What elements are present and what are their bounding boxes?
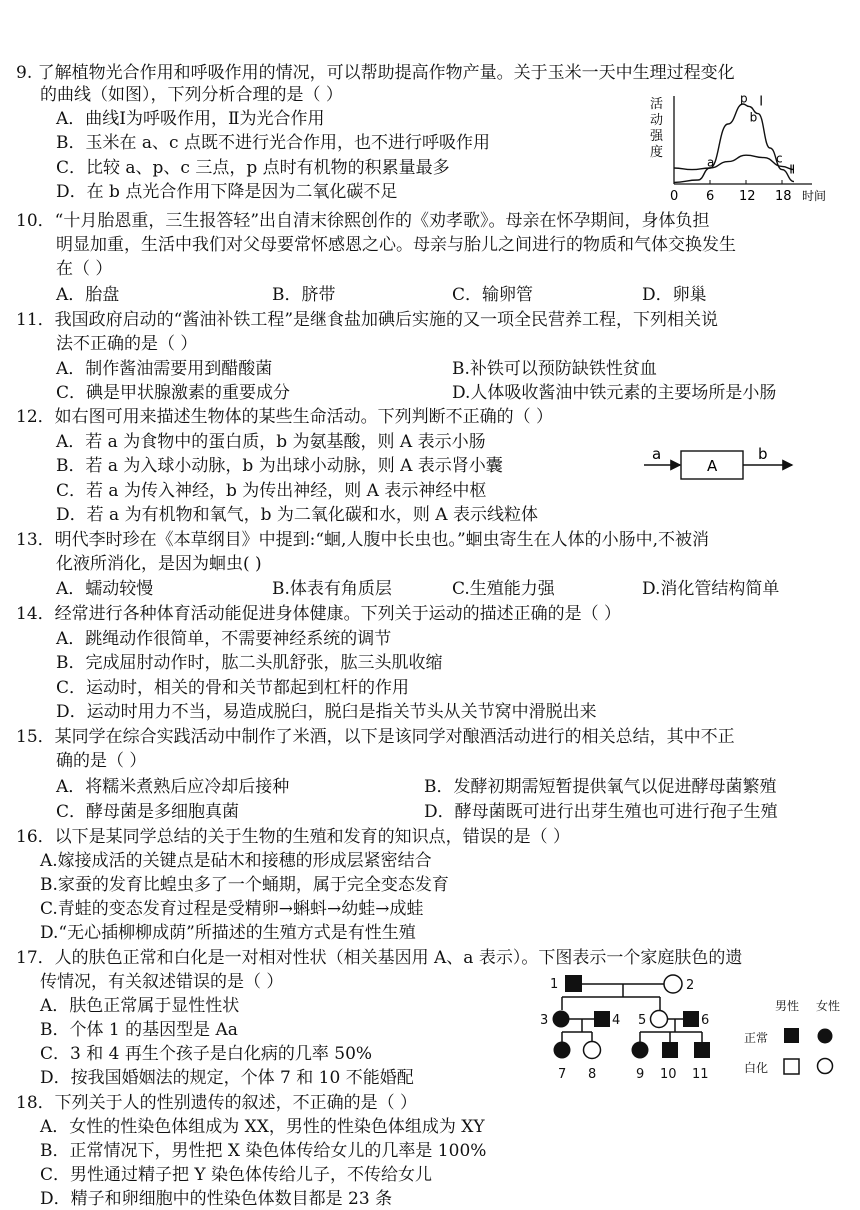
legend-normal-label: 正常 bbox=[744, 1031, 769, 1045]
pedigree-label-3: 3 bbox=[540, 1013, 549, 1028]
q13-option-b: B.体表有角质层 bbox=[272, 579, 392, 599]
q16-stem: 16．以下是某同学总结的关于生物的生殖和发育的知识点，错误的是（ ） bbox=[16, 827, 571, 847]
q10-stem-line-3: 在（ ） bbox=[56, 259, 113, 279]
legend-albino-female bbox=[818, 1059, 833, 1074]
q10-stem-line-2: 明显加重，生活中我们对父母要常怀感恩之心。母亲与胎儿之间进行的物质和气体交换发生 bbox=[56, 235, 736, 255]
q16-option-a: A.嫁接成活的关键点是砧木和接穗的形成层紧密结合 bbox=[40, 851, 432, 871]
individual-9-normal-female bbox=[632, 1042, 649, 1059]
q18-option-a: A．女性的性染色体组成为 XX，男性的性染色体组成为 XY bbox=[40, 1117, 485, 1137]
q16-option-b: B.家蚕的发育比蝗虫多了一个蛹期，属于完全变态发育 bbox=[40, 875, 449, 895]
q13-stem-line-1: 13．明代李时珍在《本草纲目》中提到:“蛔,人腹中长虫也。”蛔虫寄生在人体的小肠中,不被消 bbox=[16, 530, 710, 550]
chart-x-tick-label-0: 0 bbox=[670, 189, 679, 204]
q16-option-c: C.青蛙的变态发育过程是受精卵→蝌蚪→幼蛙→成蛙 bbox=[40, 899, 424, 919]
individual-2-albino-female bbox=[664, 975, 682, 993]
q15-option-b: B．发酵初期需短暂提供氧气以促进酵母菌繁殖 bbox=[424, 777, 777, 797]
q18-option-d: D．精子和卵细胞中的性染色体数目都是 23 条 bbox=[40, 1189, 393, 1209]
chart-series-name-1: Ⅰ bbox=[759, 94, 764, 110]
chart-xlabel: 时间 bbox=[802, 189, 827, 203]
chart-ylabel-1: 活 bbox=[650, 97, 664, 112]
legend-female-label: 女性 bbox=[816, 999, 841, 1013]
q13-option-a: A．蠕动较慢 bbox=[56, 579, 154, 599]
q14-option-c: C．运动时，相关的骨和关节都起到杠杆的作用 bbox=[56, 678, 410, 698]
chart-x-tick-label-6: 6 bbox=[706, 189, 715, 204]
pedigree-label-9: 9 bbox=[636, 1067, 645, 1082]
flow-label-a: a bbox=[652, 445, 662, 463]
pedigree-label-10: 10 bbox=[660, 1067, 677, 1082]
individual-3-normal-female bbox=[553, 1011, 570, 1028]
pedigree-label-5: 5 bbox=[638, 1013, 647, 1028]
chart-point-label-b: b bbox=[749, 110, 758, 125]
q18-option-b: B．正常情况下，男性把 X 染色体传给女儿的几率是 100% bbox=[40, 1141, 487, 1161]
q9-stem-line-1: 9. 了解植物光合作用和呼吸作用的情况，可以帮助提高作物产量。关于玉米一天中生理过程变化 bbox=[16, 63, 735, 83]
chart-x-tick-label-12: 12 bbox=[739, 189, 756, 204]
chart-ylabel-2: 动 bbox=[650, 113, 664, 128]
q17-option-a: A．肤色正常属于显性性状 bbox=[40, 996, 240, 1016]
q9-stem-line-2: 的曲线（如图），下列分析合理的是（ ） bbox=[40, 85, 343, 105]
chart-point-label-a: a bbox=[707, 155, 715, 170]
legend-normal-female bbox=[818, 1029, 833, 1044]
q15-option-d: D．酵母菌既可进行出芽生殖也可进行孢子生殖 bbox=[424, 802, 778, 822]
q14-stem: 14．经常进行各种体育活动能促进身体健康。下列关于运动的描述正确的是（ ） bbox=[16, 604, 622, 624]
individual-1-normal-male bbox=[565, 975, 582, 992]
q14-option-d: D．运动时用力不当，易造成脱臼，脱臼是指关节头从关节窝中滑脱出来 bbox=[56, 702, 597, 722]
q11-option-b: B.补铁可以预防缺铁性贫血 bbox=[452, 359, 657, 379]
individual-5-albino-female bbox=[651, 1011, 668, 1028]
q10-stem-line-1: 10．“十月胎恩重，三生报答轻”出自清末徐熙创作的《劝孝歌》。母亲在怀孕期间，身体负担 bbox=[16, 211, 710, 231]
pedigree-chart bbox=[530, 966, 855, 1090]
legend-normal-male bbox=[784, 1028, 799, 1043]
q16-option-d: D.“无心插柳柳成荫”所描述的生殖方式是有性生殖 bbox=[40, 923, 416, 943]
photosynthesis-chart bbox=[640, 92, 840, 204]
q14-option-b: B．完成屈肘动作时，肱二头肌舒张，肱三头肌收缩 bbox=[56, 653, 443, 673]
legend-albino-male bbox=[784, 1059, 799, 1074]
q10-option-a: A．胎盘 bbox=[56, 285, 120, 305]
q12-option-a: A．若 a 为食物中的蛋白质，b 为氨基酸，则 A 表示小肠 bbox=[56, 432, 486, 452]
pedigree-label-4: 4 bbox=[612, 1013, 621, 1028]
individual-4-normal-male bbox=[594, 1011, 610, 1027]
q9-option-b: B．玉米在 a、c 点既不进行光合作用，也不进行呼吸作用 bbox=[56, 133, 490, 153]
flow-label-b: b bbox=[758, 445, 768, 463]
q13-stem-line-2: 化液所消化，是因为蛔虫( ) bbox=[56, 554, 262, 574]
pedigree-label-6: 6 bbox=[701, 1013, 710, 1028]
chart-series-curve-1 bbox=[674, 104, 794, 182]
q12-option-c: C．若 a 为传入神经，b 为传出神经，则 A 表示神经中枢 bbox=[56, 481, 487, 501]
q14-option-a: A．跳绳动作很简单，不需要神经系统的调节 bbox=[56, 629, 392, 649]
q12-option-d: D．若 a 为有机物和氧气，b 为二氧化碳和水，则 A 表示线粒体 bbox=[56, 505, 538, 525]
q12-stem: 12．如右图可用来描述生物体的某些生命活动。下列判断不正确的（ ） bbox=[16, 407, 554, 427]
chart-series-name-2: Ⅱ bbox=[789, 162, 796, 177]
flow-box-label: A bbox=[707, 457, 718, 475]
q18-option-c: C．男性通过精子把 Y 染色体传给儿子，不传给女儿 bbox=[40, 1165, 433, 1185]
chart-ylabel-3: 强 bbox=[650, 129, 664, 144]
pedigree-label-2: 2 bbox=[686, 978, 695, 993]
flow-diagram bbox=[630, 447, 800, 483]
individual-8-albino-female bbox=[584, 1042, 601, 1059]
q11-stem-line-1: 11．我国政府启动的“酱油补铁工程”是继食盐加碘后实施的又一项全民营养工程，下列相关说 bbox=[16, 310, 719, 330]
individual-10-normal-male bbox=[662, 1042, 678, 1058]
q11-option-c: C．碘是甲状腺激素的重要成分 bbox=[56, 383, 291, 403]
individual-6-normal-male bbox=[683, 1011, 699, 1027]
q17-stem-line-1: 17．人的肤色正常和白化是一对相对性状（相关基因用 A、a 表示）。下图表示一个家庭肤色的遗 bbox=[16, 948, 743, 968]
q12-option-b: B．若 a 为入球小动脉，b 为出球小动脉，则 A 表示肾小囊 bbox=[56, 456, 503, 476]
q11-stem-line-2: 法不正确的是（ ） bbox=[56, 334, 198, 354]
q13-option-d: D.消化管结构简单 bbox=[642, 579, 780, 599]
pedigree-label-8: 8 bbox=[588, 1067, 597, 1082]
q11-option-a: A．制作酱油需要用到醋酸菌 bbox=[56, 359, 273, 379]
q9-option-a: A．曲线Ⅰ为呼吸作用，Ⅱ为光合作用 bbox=[56, 109, 325, 129]
q13-option-c: C.生殖能力强 bbox=[452, 579, 555, 599]
q10-option-d: D．卵巢 bbox=[642, 285, 707, 305]
q15-option-a: A．将糯米煮熟后应冷却后接种 bbox=[56, 777, 290, 797]
pedigree-label-7: 7 bbox=[558, 1067, 567, 1082]
chart-x-tick-label-18: 18 bbox=[775, 189, 792, 204]
q10-option-c: C．输卵管 bbox=[452, 285, 534, 305]
q18-stem: 18．下列关于人的性别遗传的叙述，不正确的是（ ） bbox=[16, 1093, 418, 1113]
q9-option-d: D．在 b 点光合作用下降是因为二氧化碳不足 bbox=[56, 182, 398, 202]
individual-7-normal-female bbox=[554, 1042, 571, 1059]
q17-option-c: C．3 和 4 再生个孩子是白化病的几率 50% bbox=[40, 1044, 373, 1064]
q17-option-d: D．按我国婚姻法的规定，个体 7 和 10 不能婚配 bbox=[40, 1068, 414, 1088]
q11-option-d: D.人体吸收酱油中铁元素的主要场所是小肠 bbox=[452, 383, 777, 403]
pedigree-label-1: 1 bbox=[550, 977, 559, 992]
legend-albino-label: 白化 bbox=[744, 1061, 769, 1075]
q15-option-c: C．酵母菌是多细胞真菌 bbox=[56, 802, 240, 822]
q9-option-c: C．比较 a、p、c 三点，p 点时有机物的积累量最多 bbox=[56, 158, 450, 178]
q15-stem-line-2: 确的是（ ） bbox=[56, 751, 147, 771]
q15-stem-line-1: 15．某同学在综合实践活动中制作了米酒，以下是该同学对酿酒活动进行的相关总结，其中不正 bbox=[16, 727, 735, 747]
q17-option-b: B．个体 1 的基因型是 Aa bbox=[40, 1020, 238, 1040]
individual-11-normal-male bbox=[694, 1042, 710, 1058]
legend-male-label: 男性 bbox=[775, 999, 800, 1013]
chart-point-label-c: c bbox=[776, 151, 783, 166]
chart-point-label-p: p bbox=[740, 91, 748, 106]
chart-ylabel-4: 度 bbox=[650, 145, 664, 160]
q17-stem-line-2: 传情况，有关叙述错误的是（ ） bbox=[40, 972, 284, 992]
pedigree-label-11: 11 bbox=[692, 1067, 709, 1082]
q10-option-b: B．脐带 bbox=[272, 285, 336, 305]
